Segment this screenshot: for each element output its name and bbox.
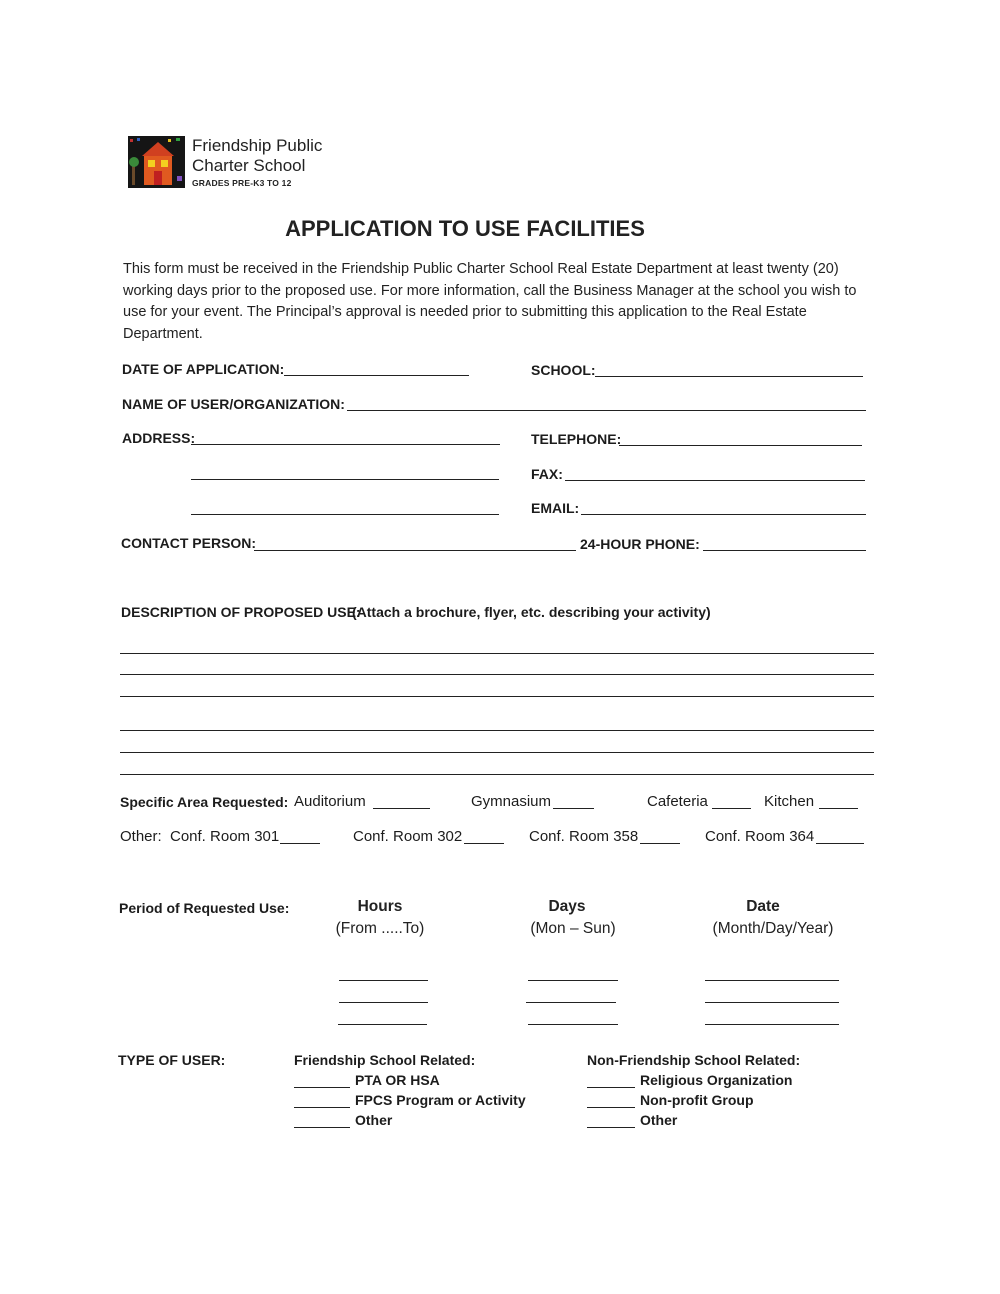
date-of-application-label: DATE OF APPLICATION:	[122, 361, 285, 377]
conf-room-label: Conf. Room 302	[353, 828, 463, 845]
area-option-blank[interactable]	[553, 808, 594, 809]
other-area-label: Other:	[120, 828, 162, 845]
days-blank[interactable]	[528, 1024, 618, 1025]
address-field-line3[interactable]	[191, 514, 499, 515]
conf-room-blank[interactable]	[640, 843, 680, 844]
address-field-line2[interactable]	[191, 479, 499, 480]
days-header: Days	[548, 898, 586, 915]
description-line[interactable]	[120, 674, 874, 675]
hours-header: Hours	[357, 898, 403, 915]
conf-room-label: Conf. Room 358	[529, 828, 639, 845]
conf-room-blank[interactable]	[464, 843, 504, 844]
email-label: EMAIL:	[531, 500, 580, 516]
related-option-blank[interactable]	[294, 1127, 350, 1128]
days-blank[interactable]	[526, 1002, 616, 1003]
fax-field[interactable]	[565, 480, 865, 481]
date-subheader: (Month/Day/Year)	[712, 920, 834, 937]
description-line[interactable]	[120, 774, 874, 775]
form-title: APPLICATION TO USE FACILITIES	[285, 216, 645, 241]
related-option-label: FPCS Program or Activity	[355, 1092, 526, 1108]
school-field[interactable]	[595, 376, 863, 377]
description-line[interactable]	[120, 653, 874, 654]
area-option-label: Kitchen	[764, 793, 815, 810]
hours-blank[interactable]	[339, 1002, 428, 1003]
contact-person-label: CONTACT PERSON:	[121, 535, 257, 551]
fax-label: FAX:	[531, 466, 563, 482]
telephone-label: TELEPHONE:	[531, 431, 622, 447]
area-option-blank[interactable]	[373, 808, 430, 809]
period-label: Period of Requested Use:	[119, 900, 290, 916]
related-option-label: Other	[355, 1112, 393, 1128]
non-related-option-label: Religious Organization	[640, 1072, 793, 1088]
non-related-header: Non-Friendship School Related:	[587, 1052, 801, 1068]
telephone-field[interactable]	[619, 445, 862, 446]
date-blank[interactable]	[705, 1024, 839, 1025]
non-related-option-label: Other	[640, 1112, 678, 1128]
intro-paragraph: This form must be received in the Friendship Public Charter School Real Estate Department at least twenty (20) working days prior to the proposed use. For more information, call the Business Manager at the school you wish to use for your event. The Principal’s approval is needed prior to submitting this application to the Real Estate Department.	[123, 261, 857, 342]
address-label: ADDRESS:	[122, 430, 196, 446]
area-option-label: Cafeteria	[647, 793, 708, 810]
school-logo	[128, 136, 185, 188]
description-line[interactable]	[120, 696, 874, 697]
conf-room-label: Conf. Room 301	[170, 828, 280, 845]
description-note: (Attach a brochure, flyer, etc. describing your activity)	[352, 604, 711, 620]
related-header: Friendship School Related:	[294, 1052, 476, 1068]
days-subheader: (Mon – Sun)	[530, 920, 616, 937]
related-option-blank[interactable]	[294, 1107, 350, 1108]
related-option-blank[interactable]	[294, 1087, 350, 1088]
school-name-line2: Charter School	[192, 156, 306, 175]
date-of-application-field[interactable]	[284, 375, 469, 376]
hours-subheader: (From .....To)	[335, 920, 425, 937]
non-related-option-blank[interactable]	[587, 1107, 635, 1108]
area-option-label: Auditorium	[294, 793, 366, 810]
area-requested-label: Specific Area Requested:	[120, 794, 289, 810]
conf-room-blank[interactable]	[280, 843, 320, 844]
non-related-option-blank[interactable]	[587, 1127, 635, 1128]
related-option-label: PTA OR HSA	[355, 1072, 440, 1088]
name-of-user-label: NAME OF USER/ORGANIZATION:	[122, 396, 345, 412]
conf-room-label: Conf. Room 364	[705, 828, 815, 845]
date-blank[interactable]	[705, 980, 839, 981]
area-option-blank[interactable]	[712, 808, 751, 809]
hours-blank[interactable]	[339, 980, 428, 981]
address-field-line1[interactable]	[191, 444, 500, 445]
school-label: SCHOOL:	[531, 362, 596, 378]
email-field[interactable]	[581, 514, 866, 515]
house-logo-icon	[128, 136, 185, 188]
description-line[interactable]	[120, 752, 874, 753]
school-grades: GRADES PRE-K3 TO 12	[192, 178, 292, 188]
non-related-option-label: Non-profit Group	[640, 1092, 754, 1108]
phone-24-hour-label: 24-HOUR PHONE:	[580, 536, 700, 552]
description-line[interactable]	[120, 730, 874, 731]
area-option-label: Gymnasium	[471, 793, 552, 810]
area-option-blank[interactable]	[819, 808, 858, 809]
conf-room-blank[interactable]	[816, 843, 864, 844]
contact-person-field[interactable]	[254, 550, 576, 551]
date-blank[interactable]	[705, 1002, 839, 1003]
type-of-user-label: TYPE OF USER:	[118, 1052, 226, 1068]
days-blank[interactable]	[528, 980, 618, 981]
school-name-line1: Friendship Public	[192, 136, 323, 155]
phone-24-hour-field[interactable]	[703, 550, 866, 551]
name-of-user-field[interactable]	[347, 410, 866, 411]
non-related-option-blank[interactable]	[587, 1087, 635, 1088]
hours-blank[interactable]	[338, 1024, 427, 1025]
date-header: Date	[746, 898, 780, 915]
description-label: DESCRIPTION OF PROPOSED USE:	[121, 604, 361, 620]
